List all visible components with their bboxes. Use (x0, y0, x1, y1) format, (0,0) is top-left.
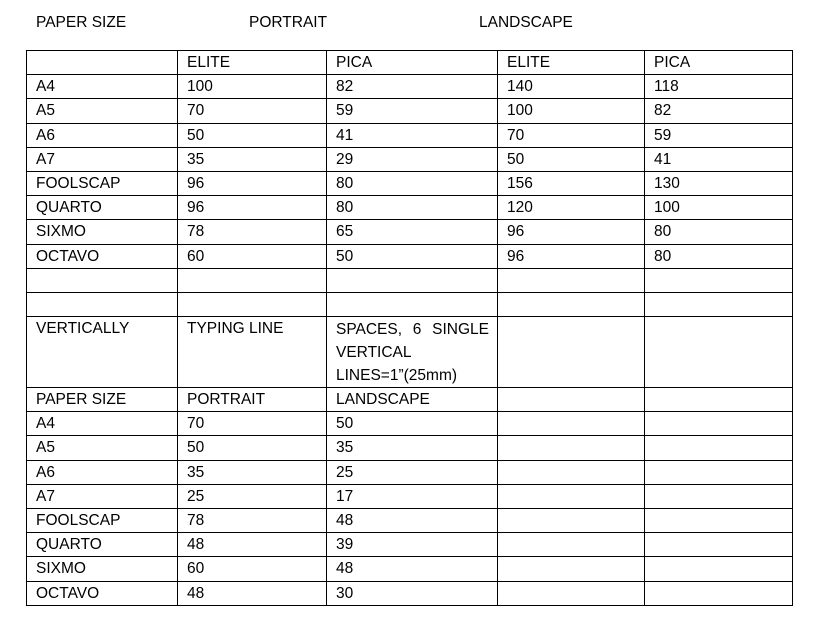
table-cell: 78 (178, 509, 327, 533)
empty-cell (645, 412, 793, 436)
table-cell: 65 (327, 220, 498, 244)
table-cell: 50 (327, 412, 498, 436)
table-cell: 156 (498, 171, 645, 195)
table-row (27, 147, 793, 171)
empty-cell (498, 533, 645, 557)
empty-cell (27, 268, 178, 292)
table-cell: 70 (178, 99, 327, 123)
table-cell: A7 (27, 484, 178, 508)
table-cell: 70 (498, 123, 645, 147)
table-row (27, 509, 793, 533)
table-cell: 48 (178, 533, 327, 557)
table-row (27, 99, 793, 123)
table-cell: 50 (178, 436, 327, 460)
table-cell: 82 (645, 99, 793, 123)
table-cell: 140 (498, 75, 645, 99)
empty-cell (645, 268, 793, 292)
table-cell: 60 (178, 244, 327, 268)
header-cell-landscape: LANDSCAPE (327, 388, 498, 412)
empty-cell (498, 557, 645, 581)
empty-cell (498, 388, 645, 412)
header-cell-elite-landscape: ELITE (498, 51, 645, 75)
table-cell: 96 (498, 220, 645, 244)
empty-cell (498, 317, 645, 388)
table-header-row (27, 51, 793, 75)
table-cell: A6 (27, 460, 178, 484)
header-cell-elite-portrait: ELITE (178, 51, 327, 75)
note-line: VERTICAL (336, 344, 412, 362)
table-cell: SIXMO (27, 557, 178, 581)
table-cell: QUARTO (27, 533, 178, 557)
table-cell: 35 (178, 460, 327, 484)
empty-cell (645, 533, 793, 557)
empty-cell (498, 460, 645, 484)
empty-cell (645, 557, 793, 581)
table-cell: 30 (327, 581, 498, 605)
empty-cell (498, 581, 645, 605)
table-row (27, 244, 793, 268)
table-cell: 80 (327, 171, 498, 195)
table-cell: 48 (327, 557, 498, 581)
typing-line-label: TYPING LINE (178, 317, 327, 388)
empty-cell (645, 436, 793, 460)
table-row (27, 75, 793, 99)
empty-cell (498, 484, 645, 508)
vertical-section-row (27, 317, 793, 388)
empty-cell (327, 292, 498, 316)
table-cell: 25 (327, 460, 498, 484)
table-row (27, 484, 793, 508)
empty-cell (498, 292, 645, 316)
table-row (27, 436, 793, 460)
table-cell: 100 (178, 75, 327, 99)
table-cell: 80 (645, 220, 793, 244)
table-cell: 96 (498, 244, 645, 268)
table-cell: 25 (178, 484, 327, 508)
header-landscape: LANDSCAPE (479, 14, 573, 31)
table-cell: A5 (27, 99, 178, 123)
note-line: SPACES, 6 SINGLE (336, 321, 489, 339)
empty-cell (498, 412, 645, 436)
table-row (27, 581, 793, 605)
empty-cell (645, 581, 793, 605)
table-cell: A6 (27, 123, 178, 147)
table-cell: 100 (645, 196, 793, 220)
header-cell-paper-size: PAPER SIZE (27, 388, 178, 412)
table-cell: 35 (178, 147, 327, 171)
table-cell: 120 (498, 196, 645, 220)
empty-cell (645, 388, 793, 412)
empty-cell (498, 509, 645, 533)
header-cell (27, 51, 178, 75)
table-cell: 29 (327, 147, 498, 171)
header-paper-size: PAPER SIZE (36, 14, 127, 31)
table-row (27, 123, 793, 147)
table-cell: A4 (27, 412, 178, 436)
table-cell: SIXMO (27, 220, 178, 244)
empty-cell (27, 292, 178, 316)
table-cell: A7 (27, 147, 178, 171)
table-cell: 48 (178, 581, 327, 605)
empty-cell (645, 460, 793, 484)
empty-cell (645, 509, 793, 533)
empty-cell (498, 268, 645, 292)
table-cell: 130 (645, 171, 793, 195)
empty-row (27, 268, 793, 292)
table-cell: 50 (178, 123, 327, 147)
table-cell: 96 (178, 196, 327, 220)
table-cell: 35 (327, 436, 498, 460)
table-cell: 41 (327, 123, 498, 147)
table-row (27, 533, 793, 557)
table-cell: FOOLSCAP (27, 509, 178, 533)
table-cell: 82 (327, 75, 498, 99)
table-cell: OCTAVO (27, 581, 178, 605)
empty-cell (327, 268, 498, 292)
table-row (27, 220, 793, 244)
table-cell: OCTAVO (27, 244, 178, 268)
table-cell: QUARTO (27, 196, 178, 220)
vertical-spacing-note (327, 317, 498, 388)
table-cell: 78 (178, 220, 327, 244)
vertical-header-row (27, 388, 793, 412)
table-cell: 59 (327, 99, 498, 123)
table-row (27, 412, 793, 436)
header-portrait: PORTRAIT (249, 14, 328, 31)
table-cell: 80 (327, 196, 498, 220)
table-cell: 50 (327, 244, 498, 268)
table-cell: 48 (327, 509, 498, 533)
table-cell: 70 (178, 412, 327, 436)
header-cell-pica-portrait: PICA (327, 51, 498, 75)
table-cell: 59 (645, 123, 793, 147)
table-row (27, 557, 793, 581)
empty-cell (645, 292, 793, 316)
header-cell-pica-landscape: PICA (645, 51, 793, 75)
vertically-label: VERTICALLY (27, 317, 178, 388)
table-cell: 39 (327, 533, 498, 557)
table-cell: 118 (645, 75, 793, 99)
table-cell: 60 (178, 557, 327, 581)
header-cell-portrait: PORTRAIT (178, 388, 327, 412)
table-row (27, 196, 793, 220)
table-cell: 100 (498, 99, 645, 123)
note-line: LINES=1”(25mm) (336, 367, 458, 385)
table-cell: 41 (645, 147, 793, 171)
empty-cell (178, 268, 327, 292)
empty-row (27, 292, 793, 316)
table-cell: 80 (645, 244, 793, 268)
empty-cell (178, 292, 327, 316)
empty-cell (645, 317, 793, 388)
table-cell: A4 (27, 75, 178, 99)
table-cell: 50 (498, 147, 645, 171)
table-row (27, 460, 793, 484)
table-cell: FOOLSCAP (27, 171, 178, 195)
table-cell: 17 (327, 484, 498, 508)
empty-cell (498, 436, 645, 460)
table-row (27, 171, 793, 195)
table-cell: A5 (27, 436, 178, 460)
table-cell: 96 (178, 171, 327, 195)
empty-cell (645, 484, 793, 508)
paper-size-table (26, 50, 793, 606)
